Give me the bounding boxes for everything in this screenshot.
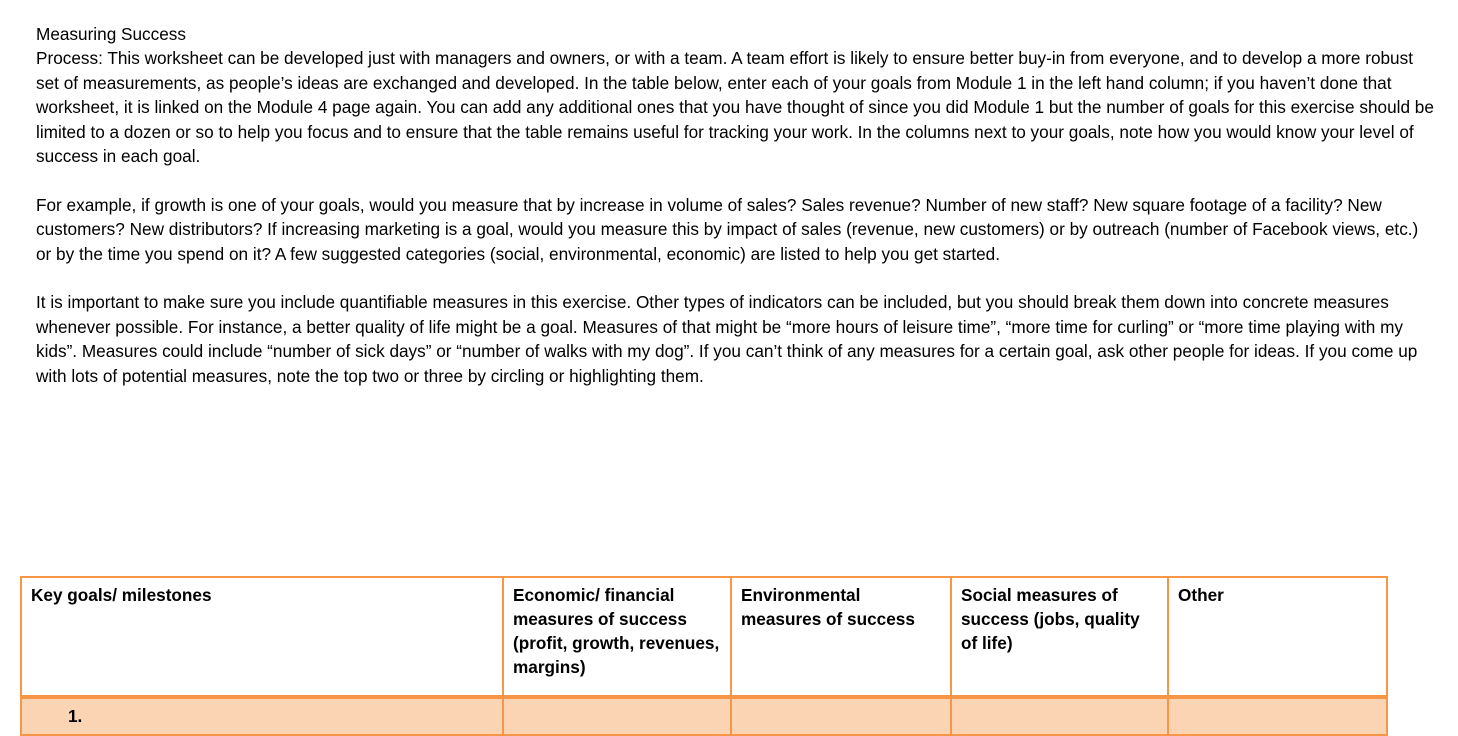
header-social-measures: Social measures of success (jobs, quality of life) [951,577,1168,697]
header-key-goals: Key goals/ milestones [21,577,503,697]
goals-table [20,576,1388,736]
social-cell[interactable] [951,697,1168,735]
document-body [36,22,1436,388]
process-paragraph: Process: This worksheet can be developed just with managers and owners, or with a team. A team effort is likely to ensure better buy-in from everyone, and to develop a more robust set of measurements, as people’s ideas are exchanged and developed. In the table below, enter each of your goals from Module 1 in the left hand column; if you haven’t done that worksheet, it is linked on the Module 4 page again. You can add any additional ones that you have thought of since you did Module 1 but the number of goals for this exercise should be limited to a dozen or so to help you focus and to ensure that the table remains useful for tracking your work. In the columns next to your goals, note how you would know your level of success in each goal. [36,48,1434,167]
document-title: Measuring Success [36,24,186,44]
goal-cell[interactable]: 1. [21,697,503,735]
table-header-row [21,577,1387,697]
header-economic-measures: Economic/ financial measures of success (profit, growth, revenues, margins) [503,577,731,697]
environmental-cell[interactable] [731,697,951,735]
header-environmental-measures: Environmental measures of success [731,577,951,697]
table-row [21,697,1387,735]
economic-cell[interactable] [503,697,731,735]
header-other: Other [1168,577,1387,697]
measures-paragraph: It is important to make sure you include quantifiable measures in this exercise. Other types of indicators can be included, but you should break them down into concrete measures whenever possible. For instance, a better quality of life might be a goal. Measures of that might be “more hours of leisure time”, “more time for curling” or “more time playing with my kids”. Measures could include “number of sick days” or “number of walks with my dog”. If you can’t think of any measures for a certain goal, ask other people for ideas. If you come up with lots of potential measures, note the top two or three by circling or highlighting them. [36,292,1418,386]
other-cell[interactable] [1168,697,1387,735]
example-paragraph: For example, if growth is one of your goals, would you measure that by increase in volume of sales? Sales revenue? Number of new staff? New square footage of a facility? New customers? New distributors? If increasing marketing is a goal, would you measure this by impact of sales (revenue, new customers) or by outreach (number of Facebook views, etc.) or by the time you spend on it? A few suggested categories (social, environmental, economic) are listed to help you get started. [36,194,1419,264]
